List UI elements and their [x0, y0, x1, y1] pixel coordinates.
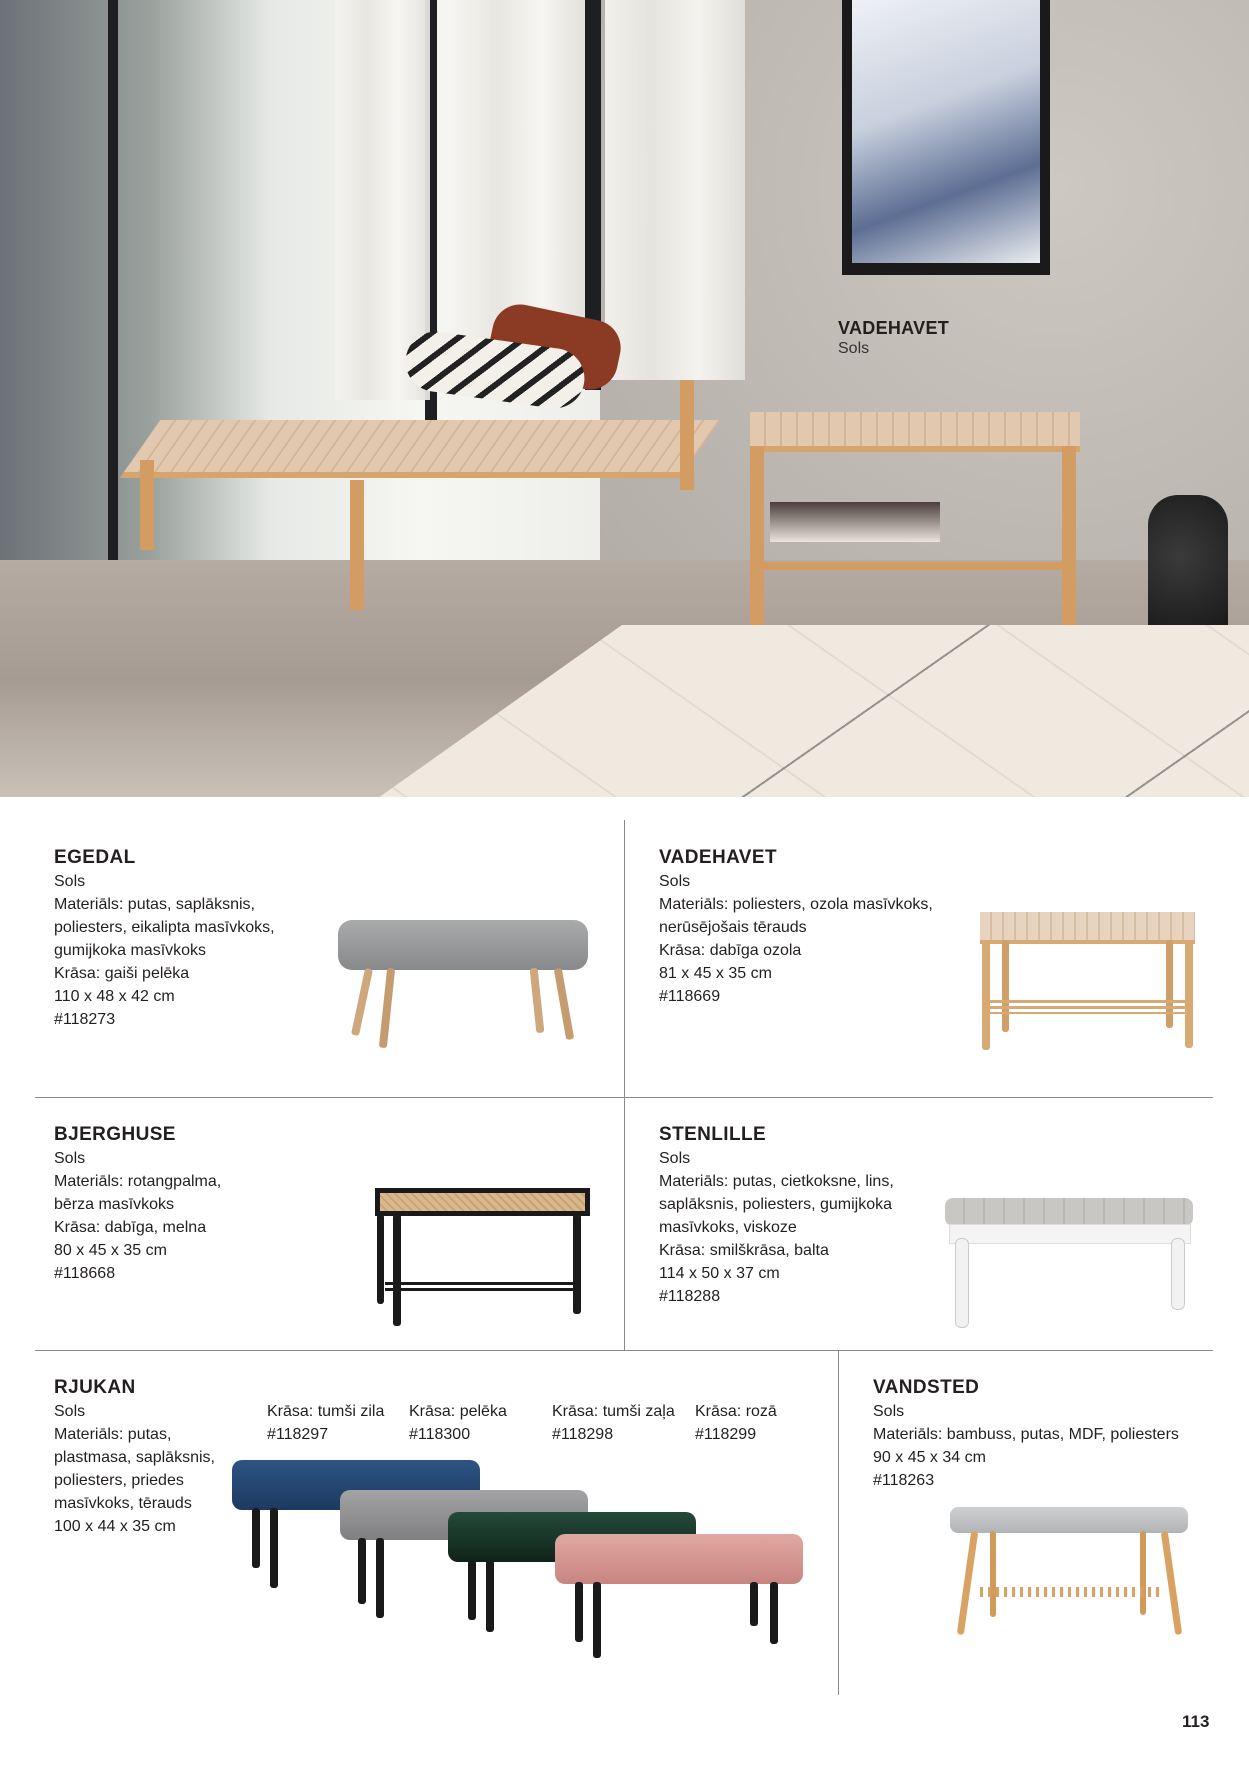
- vadehavet-bench-image: [980, 912, 1195, 1052]
- curtain: [605, 0, 745, 380]
- product-detail: Materiāls: putas,: [54, 1426, 172, 1443]
- row-divider: [35, 1097, 1213, 1098]
- row-divider: [35, 1350, 1213, 1351]
- framed-poster: [842, 0, 1050, 275]
- product-sku: #118668: [54, 1265, 116, 1282]
- product-dimensions: 110 x 48 x 42 cm: [54, 988, 175, 1005]
- hero-photo: [0, 0, 1249, 797]
- product-color: Krāsa: dabīga ozola: [659, 942, 802, 959]
- product-vandsted: [873, 1376, 1179, 1492]
- woven-bench: [740, 412, 1100, 652]
- product-dimensions: 90 x 45 x 34 cm: [873, 1449, 986, 1466]
- egedal-bench-image: [338, 920, 588, 1050]
- variant-sku: #118300: [409, 1426, 471, 1443]
- product-name: VADEHAVET: [659, 847, 777, 868]
- vandsted-bench-image: [950, 1507, 1190, 1637]
- product-detail: plastmasa, saplāksnis,: [54, 1449, 215, 1466]
- hero-product-name: VADEHAVET: [838, 318, 950, 338]
- product-sku: #118273: [54, 1011, 116, 1028]
- product-detail: nerūsējošais tērauds: [659, 919, 807, 936]
- product-color: Krāsa: gaiši pelēka: [54, 965, 190, 982]
- product-vadehavet: [659, 846, 933, 1008]
- bjerghuse-bench-image: [375, 1188, 590, 1328]
- variant-color: Krāsa: pelēka: [409, 1403, 507, 1420]
- column-divider: [624, 820, 625, 1350]
- product-detail: Materiāls: putas, cietkoksne, lins,: [659, 1173, 894, 1190]
- product-dimensions: 80 x 45 x 35 cm: [54, 1242, 167, 1259]
- page-number: 113: [1182, 1712, 1210, 1731]
- product-detail: masīvkoks, viskoze: [659, 1219, 797, 1236]
- product-dimensions: 81 x 45 x 35 cm: [659, 965, 772, 982]
- product-detail: bērza masīvkoks: [54, 1196, 175, 1213]
- variant-color: Krāsa: tumši zaļa: [552, 1403, 675, 1420]
- window-frame: [108, 0, 118, 590]
- product-type: Sols: [873, 1403, 905, 1420]
- rjukan-benches-image: [230, 1460, 810, 1670]
- product-detail: saplāksnis, poliesters, gumijkoka: [659, 1196, 892, 1213]
- product-name: VANDSTED: [873, 1377, 980, 1398]
- product-detail: Materiāls: bambuss, putas, MDF, poliesters: [873, 1426, 1179, 1443]
- woven-daybed: [140, 380, 700, 500]
- product-detail: gumijkoka masīvkoks: [54, 942, 207, 959]
- variant-sku: #118297: [267, 1426, 329, 1443]
- product-egedal: [54, 846, 275, 1031]
- variant-sku: #118298: [552, 1426, 614, 1443]
- product-rjukan: [54, 1376, 215, 1538]
- variant-color: Krāsa: rozā: [695, 1403, 777, 1420]
- product-dimensions: 114 x 50 x 37 cm: [659, 1265, 780, 1282]
- product-detail: poliesters, eikalipta masīvkoks,: [54, 919, 275, 936]
- product-type: Sols: [54, 873, 86, 890]
- product-sku: #118669: [659, 988, 721, 1005]
- product-sku: #118288: [659, 1288, 721, 1305]
- hero-product-type: Sols: [838, 340, 870, 357]
- variant-sku: #118299: [695, 1426, 757, 1443]
- rjukan-variant-dark-green: [552, 1400, 675, 1446]
- product-detail: poliesters, priedes: [54, 1472, 184, 1489]
- product-detail: masīvkoks, tērauds: [54, 1495, 192, 1512]
- rjukan-variant-grey: [409, 1400, 507, 1446]
- product-detail: Materiāls: rotangpalma,: [54, 1173, 222, 1190]
- product-name: STENLILLE: [659, 1124, 767, 1145]
- product-type: Sols: [659, 1150, 691, 1167]
- rjukan-variant-dark-blue: [267, 1400, 384, 1446]
- product-name: RJUKAN: [54, 1377, 136, 1398]
- product-color: Krāsa: smilškrāsa, balta: [659, 1242, 829, 1259]
- product-name: EGEDAL: [54, 847, 136, 868]
- product-dimensions: 100 x 44 x 35 cm: [54, 1518, 176, 1535]
- product-stenlille: [659, 1123, 894, 1308]
- column-divider: [838, 1350, 839, 1695]
- rjukan-variant-pink: [695, 1400, 777, 1446]
- product-bjerghuse: [54, 1123, 221, 1285]
- hero-product-label: [838, 318, 949, 358]
- variant-color: Krāsa: tumši zila: [267, 1403, 385, 1420]
- product-color: Krāsa: dabīga, melna: [54, 1219, 207, 1236]
- product-type: Sols: [659, 873, 691, 890]
- product-type: Sols: [54, 1150, 86, 1167]
- product-detail: Materiāls: putas, saplāksnis,: [54, 896, 255, 913]
- product-type: Sols: [54, 1403, 86, 1420]
- stenlille-bench-image: [945, 1198, 1193, 1328]
- product-name: BJERGHUSE: [54, 1124, 176, 1145]
- product-sku: #118263: [873, 1472, 935, 1489]
- product-detail: Materiāls: poliesters, ozola masīvkoks,: [659, 896, 933, 913]
